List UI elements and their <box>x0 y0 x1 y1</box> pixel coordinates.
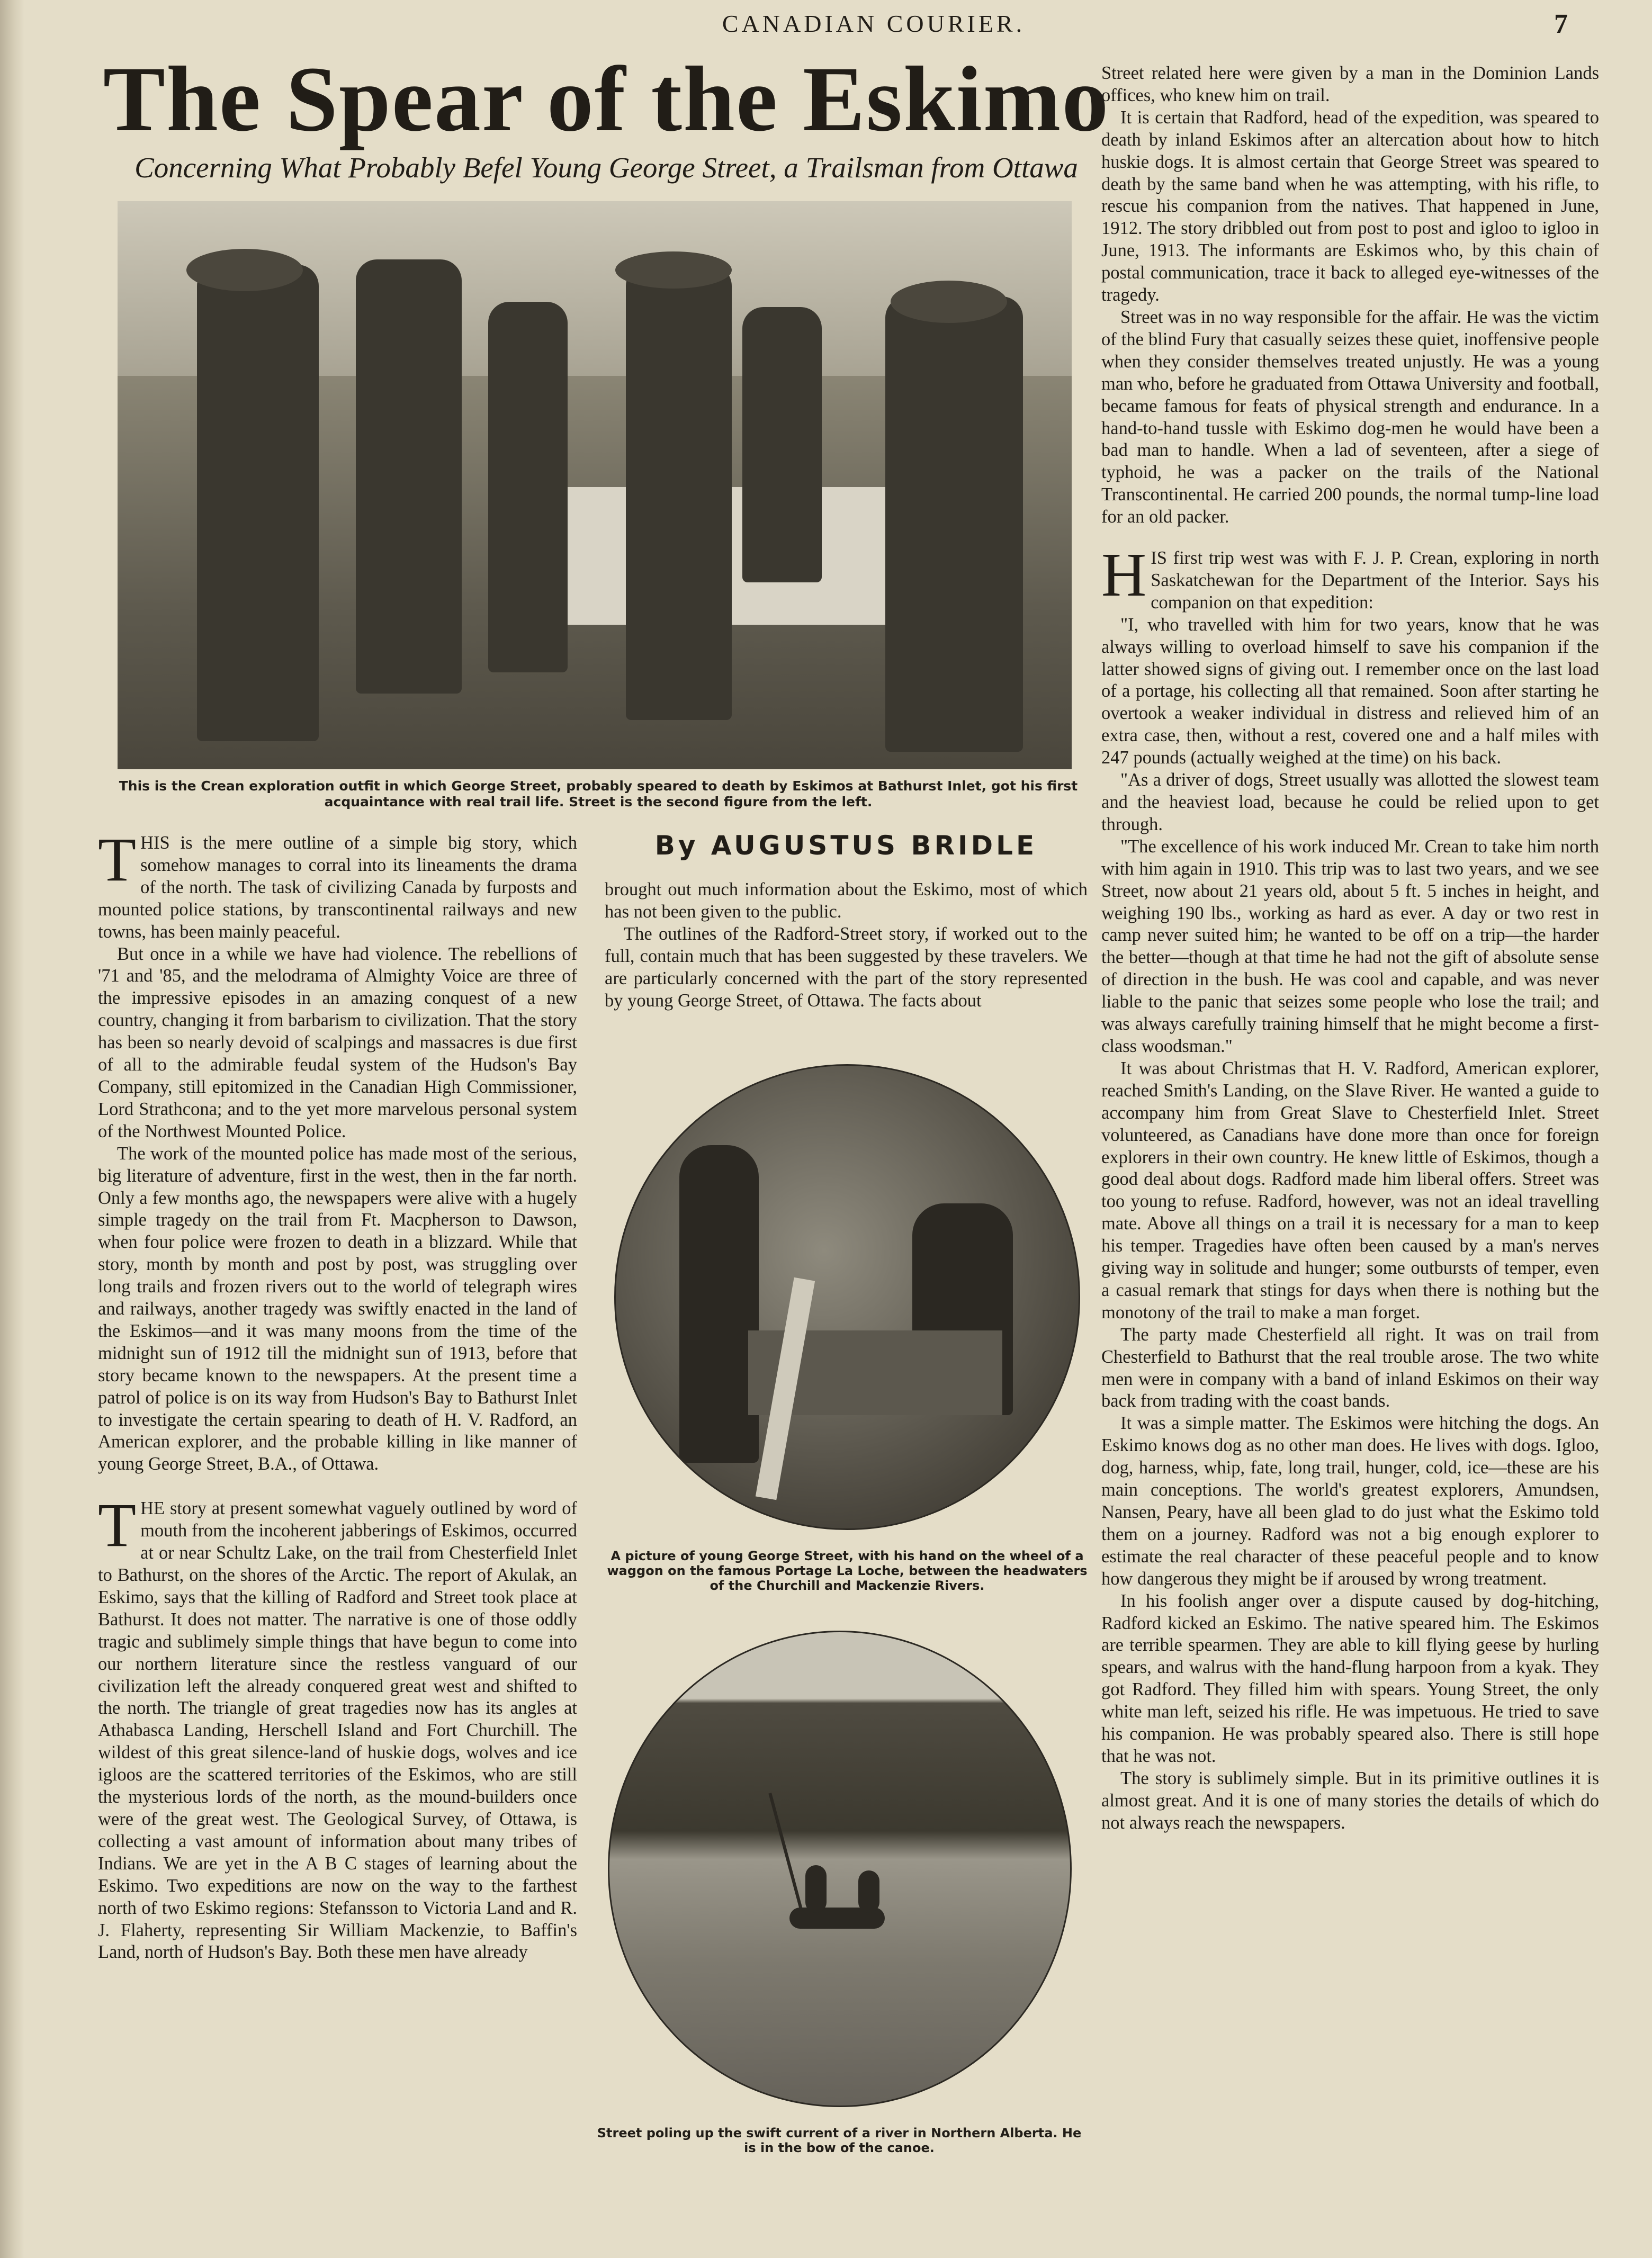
left-paragraph-3: The work of the mounted police has made most of the serious, big literature of adventure, first in the west, then in the far north. Only a few months ago, the newspapers were alive with a hugely simple tragedy on the trail from Ft. Macpherson to Dawson, when four police were frozen to death in a blizzard. While that story, month by month and post by post, was struggling over long trails and frozen rivers out to the world of telegraph wires and railways, another tragedy was swiftly enacted in the land of the Eskimos—and it was many moons from the time of the midnight sun of 1912 till the midnight sun of 1913, before that story became known to the newspapers. At the present time a patrol of police is on its way from Hudson's Bay to Bathurst Inlet to investigate the certain spearing to death of H. V. Radford, an American explorer, and the probable killing in like manner of young George Street, B.A., of Ottawa. <box>98 1143 577 1474</box>
article-title: The Spear of the Eskimo <box>103 48 1110 151</box>
right-paragraph-6: "As a driver of dogs, Street usually was allotted the slowest team and the heaviest load, because he could be relied upon to get through. <box>1101 770 1599 834</box>
photo-figure-1 <box>197 265 319 741</box>
dropcap-t-2: T <box>98 1490 137 1560</box>
page-spine-shadow <box>0 0 24 2258</box>
middle-paragraph-2: The outlines of the Radford-Street story, if worked out to the full, contain much that has been suggested by these travelers. We are particularly concerned with the part of the story represented by young George Street, of Ottawa. The facts about <box>605 923 1088 1011</box>
photo-crean-expedition <box>118 201 1072 769</box>
dropcap-t: T <box>98 825 137 894</box>
photo-figure-street <box>679 1145 759 1463</box>
left-column <box>98 825 577 1964</box>
photo-hat-6 <box>891 281 1007 323</box>
photo-canoe-figure-1 <box>805 1865 827 1913</box>
middle-column <box>605 879 1088 1012</box>
right-paragraph-4: HIS first trip west was with F. J. P. Crean, exploring in north Saskatchewan for the Department of the Interior. Says his companion on that expedition: <box>1101 540 1599 613</box>
dropcap-h: H <box>1101 540 1147 610</box>
right-column <box>1101 62 1599 1834</box>
photo-canoe-figure-2 <box>858 1870 879 1913</box>
right-paragraph-7: "The excellence of his work induced Mr. Crean to take him north with him again in 1910. This trip was to last two years, and we see Street, now about 21 years old, about 5 ft. 5 inches in height, and weighing 190 lbs., working as hard as ever. A day or two rest in camp never suited him; he wanted to be off on a trip—the harder the better—though at that time he had not the gift of absolute sense of direction in the bush. He was cool and capable, and was never liable to the panic that seizes some people who lose the trail; and was always carefully training himself that he might become a first-class woodsman." <box>1101 836 1599 1056</box>
photo-wagon-portage <box>614 1064 1080 1530</box>
caption-top-photo: This is the Crean exploration outfit in which George Street, probably speared to death by Eskimos at Bathurst Inlet, got his first acquaintance with real trail life. Street is the second figure from the left. <box>119 778 1078 809</box>
caption-wagon-photo: A picture of young George Street, with his hand on the wheel of a waggon on the famous Portage La Loche, between the headwaters of the Churchill and Mackenzie Rivers. <box>607 1549 1088 1593</box>
right-paragraph-11: In his foolish anger over a dispute caused by dog-hitching, Radford kicked an Eskimo. The native speared him. The Eskimos are terrible spearmen. They are able to kill flying geese by hurling spears, and walrus with the hand-flung harpoon from a kyak. They got Radford. They filled him with spears. Young Street, the only white man left, seized his rifle. He was impetuous. He tried to save his companion. He was probably speared also. There is still hope that he was not. <box>1101 1590 1599 1766</box>
caption-canoe-photo: Street poling up the swift current of a river in Northern Alberta. He is in the bow of the canoe. <box>597 2126 1082 2155</box>
article-subtitle: Concerning What Probably Befel Young George Street, a Trailsman from Ottawa <box>134 151 1078 184</box>
left-paragraph-4: THE story at present somewhat vaguely outlined by word of mouth from the incoherent jabberings of Eskimos, occurred at or near Schultz Lake, on the trail from Chesterfield Inlet to Bathurst, on the shores of the Arctic. The report of Akulak, an Eskimo, says that the killing of Radford and Street took place at Bathurst. It does not matter. The narrative is one of those oddly tragic and sublimely simple things that have begun to come into our northern literature since the restless vanguard of our civilization left the already conquered great west and shifted to the north. The triangle of great tragedies now has its angles at Athabasca Landing, Herschell Island and Fort Churchill. The wildest of this great silence-land of huskie dogs, wolves and ice igloos are the scattered territories of the Eskimos, who are still the mysterious lords of the north, as the mound-builders once were of the great west. The Geological Survey, of Ottawa, is collecting a vast amount of information about many tribes of Indians. We are yet in the A B C stages of learning about the Eskimo. Two expeditions are now on the way to the farthest north of two Eskimo regions: Stefansson to Victoria Land and R. J. Flaherty, representing Sir William Mackenzie, to Baffin's Land, north of Hudson's Bay. Both these men have already <box>98 1490 577 1963</box>
photo-canoe-river <box>608 1631 1072 2107</box>
right-paragraph-10: It was a simple matter. The Eskimos were hitching the dogs. An Eskimo knows dog as no other man does. He lives with dogs. Igloo, dog, harness, whip, fate, long trail, hunger, cold, ice—these are his main conceptions. The world's greatest explorers, Amundsen, Nansen, Peary, have all been glad to do just what the Eskimo told them on a journey. Radford was not a big enough explorer to estimate the real character of these peaceful people and to know how dangerous they might be if aroused by wrong treatment. <box>1101 1413 1599 1589</box>
byline: By AUGUSTUS BRIDLE <box>654 830 1038 861</box>
middle-paragraph-1: brought out much information about the Eskimo, most of which has not been given to the public. <box>605 879 1088 922</box>
right-paragraph-2: It is certain that Radford, head of the expedition, was speared to death by inland Eskimos after an altercation about how to hitch huskie dogs. It is almost certain that George Street was speared to death by the same band when he was attempting, with his rifle, to rescue his companion from the natives. That happened in June, 1912. The story dribbled out from post to post and igloo to igloo in June, 1913. The informants are Eskimos who, by this chain of postal communication, trace it back to alleged eye-witnesses of the tragedy. <box>1101 107 1599 305</box>
photo-figure-5 <box>742 307 822 582</box>
left-paragraph-2: But once in a while we have had violence. The rebellions of '71 and '85, and the melodrama of Almighty Voice are three of the impressive episodes in an amazing conquest of a new country, changing it from barbarism to civilization. That the story has been so nearly devoid of scalpings and massacres is due first of all to the admirable feudal system of the Hudson's Bay Company, still epitomized in the Canadian High Commissioner, Lord Strathcona; and to the yet more marvelous personal system of the Northwest Mounted Police. <box>98 943 577 1141</box>
left-paragraph-1: THIS is the mere outline of a simple big story, which somehow manages to corral into its lineaments the drama of the north. The task of civilizing Canada by furposts and mounted police stations, by transcontinental railways and new towns, has been mainly peaceful. <box>98 825 577 942</box>
photo-figure-2 <box>356 259 462 694</box>
running-head: CANADIAN COURIER. <box>722 10 1026 37</box>
right-paragraph-1: Street related here were given by a man in the Dominion Lands offices, who knew him on trail. <box>1101 63 1599 105</box>
photo-figure-6 <box>885 296 1023 752</box>
photo-pole <box>768 1793 803 1911</box>
photo-figure-4 <box>626 265 732 720</box>
right-paragraph-5: "I, who travelled with him for two years, know that he was always willing to overload himself to save his companion if the latter showed signs of giving out. I remember once on the last load of a portage, his collecting all that remained. Soon after starting he overtook a weaker individual in distress and relieved him of an extra case, then, without a rest, covered one and a half miles with 247 pounds (actually weighed at the time) on his back. <box>1101 614 1599 768</box>
photo-hat-1 <box>186 249 303 291</box>
photo-figure-3 <box>488 302 568 672</box>
photo-hat-4 <box>615 251 732 289</box>
right-paragraph-3: Street was in no way responsible for the affair. He was the victim of the blind Fury that casually seizes these quiet, inoffensive people when they consider themselves treated unjustly. He was a young man who, before he graduated from Ottawa University and football, became famous for feats of physical strength and endurance. In a hand-to-hand tussle with Eskimo dog-men he would have been a bad man to handle. When a lad of seventeen, after a siege of typhoid, he was a packer on the trails of the National Transcontinental. He carried 200 pounds, the normal tump-line load for an old packer. <box>1101 307 1599 527</box>
right-paragraph-8: It was about Christmas that H. V. Radford, American explorer, reached Smith's Landing, on the Slave River. He wanted a guide to accompany him from Great Slave to Chesterfield Inlet. Street volunteered, as Canadians have done more than once for foreign explorers in their own country. He knew little of Eskimos, though a good deal about dogs. Radford made him liberal offers. Street was too young to refuse. Radford, however, was not an ideal travelling mate. Above all things on a trail it is necessary for a man to keep his temper. Tragedies have often been caused by a man's nerves giving way in solitude and hunger; some outbursts of temper, even a casual remark that stings for days when there is nothing but the monotony of the trail to make a man forget. <box>1101 1058 1599 1323</box>
page-number: 7 <box>1554 9 1568 39</box>
right-paragraph-9: The party made Chesterfield all right. It was on trail from Chesterfield to Bathurst that the real trouble arose. The two white men were in company with a band of inland Eskimos on their way back from trading with the coast bands. <box>1101 1324 1599 1411</box>
right-paragraph-12: The story is sublimely simple. But in its primitive outlines it is almost great. And it is one of many stories the details of which do not always reach the newspapers. <box>1101 1768 1599 1833</box>
